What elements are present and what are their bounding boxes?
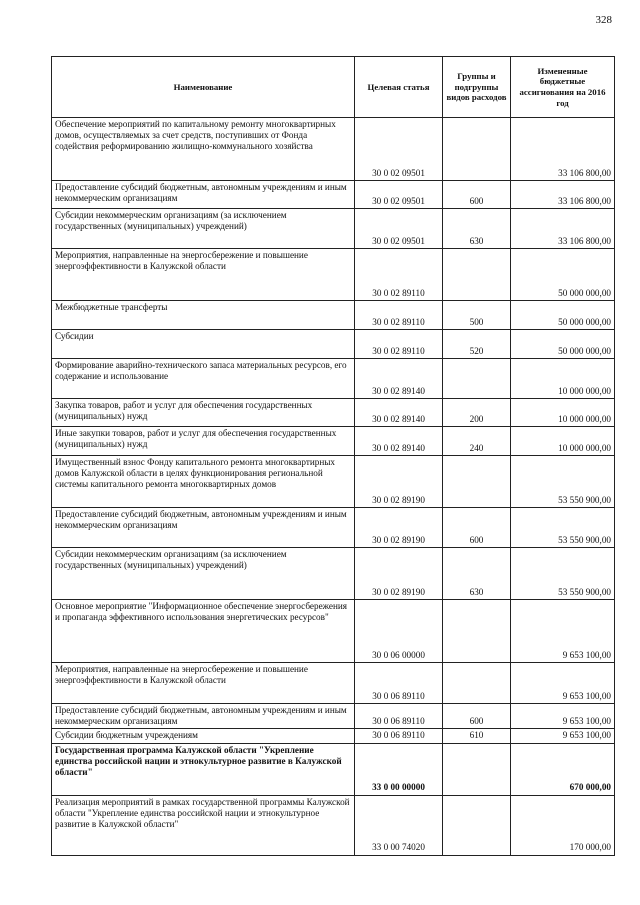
- table-header-row: [52, 57, 615, 118]
- table-row: [52, 743, 615, 795]
- cell-article: 33 0 00 74020: [355, 795, 443, 855]
- cell-name: Субсидии: [52, 330, 355, 359]
- table-row: [52, 508, 615, 548]
- cell-article: 30 0 02 89190: [355, 548, 443, 600]
- cell-amount: 9 653 100,00: [511, 663, 615, 704]
- cell-group: 200: [443, 399, 511, 427]
- page-number: 328: [595, 14, 612, 26]
- cell-group: 610: [443, 729, 511, 743]
- cell-article: 30 0 02 89110: [355, 330, 443, 359]
- cell-amount: 50 000 000,00: [511, 249, 615, 301]
- cell-amount: 9 653 100,00: [511, 729, 615, 743]
- cell-name: Основное мероприятие "Информационное обеспечение энергосбережения и пропаганда эффективного использования энергетических ресурсов": [52, 600, 355, 663]
- cell-amount: 10 000 000,00: [511, 399, 615, 427]
- cell-amount: 10 000 000,00: [511, 359, 615, 399]
- cell-name: Формирование аварийно-технического запаса материальных ресурсов, его содержание и использование: [52, 359, 355, 399]
- cell-amount: 170 000,00: [511, 795, 615, 855]
- cell-group: [443, 359, 511, 399]
- cell-amount: 33 106 800,00: [511, 118, 615, 181]
- cell-article: 30 0 02 09501: [355, 118, 443, 181]
- cell-group: [443, 600, 511, 663]
- cell-name: Мероприятия, направленные на энергосбережение и повышение энергоэффективности в Калужской области: [52, 249, 355, 301]
- cell-group: 520: [443, 330, 511, 359]
- cell-group: [443, 118, 511, 181]
- cell-amount: 9 653 100,00: [511, 600, 615, 663]
- cell-group: 630: [443, 548, 511, 600]
- table-row: [52, 209, 615, 249]
- table-row: [52, 359, 615, 399]
- cell-group: 240: [443, 427, 511, 456]
- cell-name: Предоставление субсидий бюджетным, автономным учреждениям и иным некоммерческим организациям: [52, 508, 355, 548]
- cell-article: 30 0 02 89110: [355, 249, 443, 301]
- cell-group: 500: [443, 301, 511, 330]
- cell-article: 30 0 06 89110: [355, 729, 443, 743]
- cell-group: 630: [443, 209, 511, 249]
- cell-name: Закупка товаров, работ и услуг для обеспечения государственных (муниципальных) нужд: [52, 399, 355, 427]
- table-row: [52, 427, 615, 456]
- cell-name: Реализация мероприятий в рамках государственной программы Калужской области "Укрепление единства российской нации и этнокультурное развитие в Калужской области": [52, 795, 355, 855]
- header-name: Наименование: [52, 57, 355, 118]
- cell-group: [443, 743, 511, 795]
- cell-name: Государственная программа Калужской области "Укрепление единства российской нации и этнокультурное развитие в Калужской области": [52, 743, 355, 795]
- table-row: [52, 181, 615, 209]
- cell-article: 30 0 02 09501: [355, 181, 443, 209]
- table-row: [52, 600, 615, 663]
- table-row: [52, 249, 615, 301]
- table-row: [52, 118, 615, 181]
- cell-article: 30 0 06 89110: [355, 663, 443, 704]
- cell-group: 600: [443, 181, 511, 209]
- table-row: [52, 330, 615, 359]
- cell-article: 30 0 02 89140: [355, 359, 443, 399]
- cell-group: [443, 795, 511, 855]
- table-row: [52, 704, 615, 729]
- cell-amount: 33 106 800,00: [511, 209, 615, 249]
- cell-group: [443, 249, 511, 301]
- table-row: [52, 399, 615, 427]
- header-amount: Измененные бюджетные ассигнования на 2016 год: [511, 57, 615, 118]
- cell-amount: 10 000 000,00: [511, 427, 615, 456]
- cell-group: [443, 663, 511, 704]
- cell-amount: 53 550 900,00: [511, 456, 615, 508]
- cell-amount: 53 550 900,00: [511, 508, 615, 548]
- table-body: [52, 118, 615, 856]
- cell-amount: 670 000,00: [511, 743, 615, 795]
- cell-article: 30 0 06 00000: [355, 600, 443, 663]
- cell-name: Субсидии некоммерческим организациям (за исключением государственных (муниципальных) учреждений): [52, 548, 355, 600]
- cell-article: 30 0 02 89140: [355, 427, 443, 456]
- header-group: Группы и подгруппы видов расходов: [443, 57, 511, 118]
- table-row: [52, 729, 615, 743]
- cell-amount: 50 000 000,00: [511, 330, 615, 359]
- cell-article: 30 0 02 89190: [355, 456, 443, 508]
- cell-article: 30 0 02 89190: [355, 508, 443, 548]
- cell-amount: 9 653 100,00: [511, 704, 615, 729]
- cell-amount: 33 106 800,00: [511, 181, 615, 209]
- cell-name: Иные закупки товаров, работ и услуг для обеспечения государственных (муниципальных) нужд: [52, 427, 355, 456]
- cell-article: 30 0 02 09501: [355, 209, 443, 249]
- table-row: [52, 795, 615, 855]
- cell-name: Обеспечение мероприятий по капитальному ремонту многоквартирных домов, осуществляемых за счет средств, поступивших от Фонда содействия реформированию жилищно-коммунального хозяйства: [52, 118, 355, 181]
- table-row: [52, 663, 615, 704]
- budget-table: [51, 56, 615, 856]
- cell-group: 600: [443, 508, 511, 548]
- cell-name: Субсидии некоммерческим организациям (за исключением государственных (муниципальных) учреждений): [52, 209, 355, 249]
- cell-name: Предоставление субсидий бюджетным, автономным учреждениям и иным некоммерческим организациям: [52, 181, 355, 209]
- cell-article: 30 0 06 89110: [355, 704, 443, 729]
- cell-name: Предоставление субсидий бюджетным, автономным учреждениям и иным некоммерческим организациям: [52, 704, 355, 729]
- cell-amount: 53 550 900,00: [511, 548, 615, 600]
- cell-name: Имущественный взнос Фонду капитального ремонта многоквартирных домов Калужской области в целях функционирования региональной системы капитального ремонта многоквартирных домов: [52, 456, 355, 508]
- cell-article: 30 0 02 89110: [355, 301, 443, 330]
- cell-name: Межбюджетные трансферты: [52, 301, 355, 330]
- cell-name: Субсидии бюджетным учреждениям: [52, 729, 355, 743]
- cell-name: Мероприятия, направленные на энергосбережение и повышение энергоэффективности в Калужской области: [52, 663, 355, 704]
- table-row: [52, 301, 615, 330]
- cell-group: 600: [443, 704, 511, 729]
- header-article: Целевая статья: [355, 57, 443, 118]
- table-row: [52, 456, 615, 508]
- cell-article: 33 0 00 00000: [355, 743, 443, 795]
- cell-article: 30 0 02 89140: [355, 399, 443, 427]
- cell-amount: 50 000 000,00: [511, 301, 615, 330]
- cell-group: [443, 456, 511, 508]
- table-row: [52, 548, 615, 600]
